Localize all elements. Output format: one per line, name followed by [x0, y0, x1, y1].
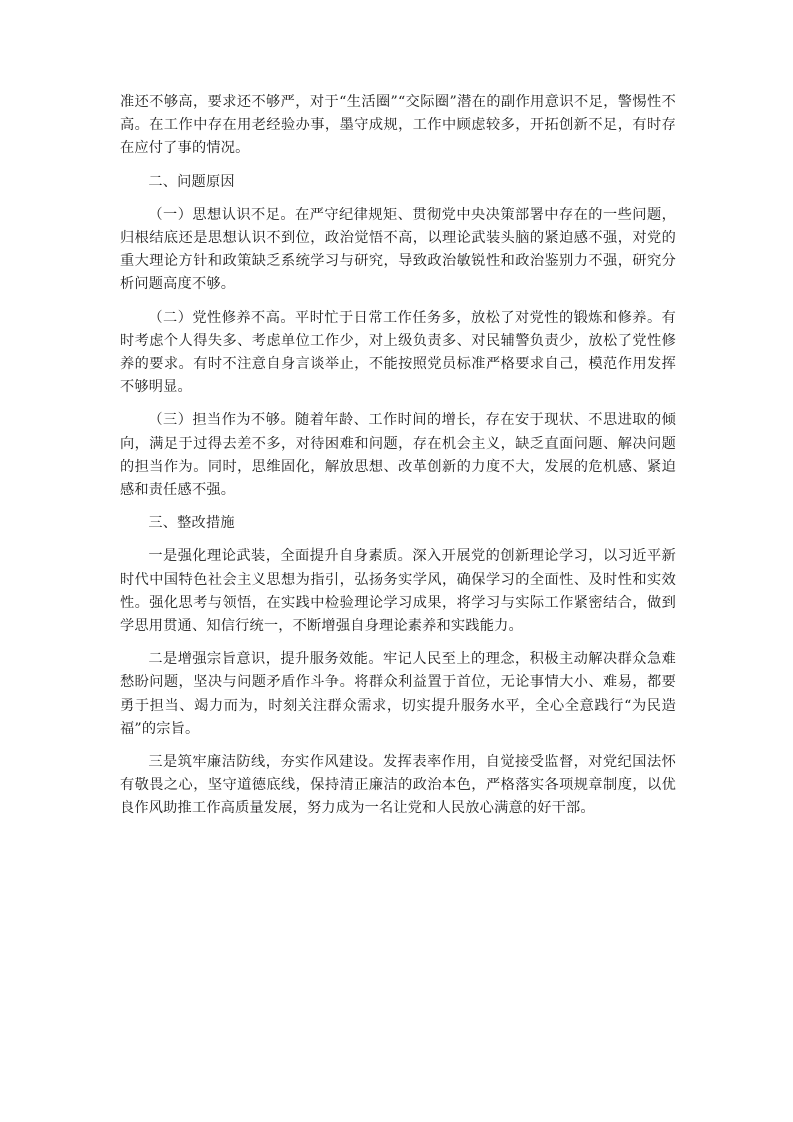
intro-continuation-paragraph: 准还不够高，要求还不够严，对于“生活圈”“交际圈”潜在的副作用意识不足，警惕性不高。在工作中存在用老经验办事，墨守成规，工作中顾虑较多，开拓创新不足，有时存在应付了事的情况。 — [120, 94, 676, 157]
cause-paragraph-3: （三）担当作为不够。随着年龄、工作时间的增长，存在安于现状、不思进取的倾向，满足于过得去差不多，对待困难和问题，存在机会主义，缺乏直面问题、解决问题的担当作为。同时，思维固化，解放思想、改革创新的力度不大，发展的危机感、紧迫感和责任感不强。 — [120, 412, 676, 499]
measure-paragraph-3: 三是筑牢廉洁防线，夯实作风建设。发挥表率作用，自觉接受监督，对党纪国法怀有敬畏之心，坚守道德底线，保持清正廉洁的政治本色，严格落实各项规章制度，以优良作风助推工作高质量发展，努力成为一名让党和人民放心满意的好干部。 — [120, 754, 676, 817]
measure-paragraph-2: 二是增强宗旨意识，提升服务效能。牢记人民至上的理念，积极主动解决群众急难愁盼问题，坚决与问题矛盾作斗争。将群众利益置于首位，无论事情大小、难易，都要勇于担当、竭力而为，时刻关注群众需求，切实提升服务水平，全心全意践行“为民造福”的宗旨。 — [120, 651, 676, 737]
section-heading-problem-causes: 二、问题原因 — [148, 173, 235, 190]
section-heading-rectification-measures: 三、整改措施 — [148, 515, 235, 532]
cause-paragraph-2: （二）党性修养不高。平时忙于日常工作任务多，放松了对党性的锻炼和修养。有时考虑个人得失多、考虑单位工作少，对上级负责多、对民辅警负责少，放松了党性修养的要求。有时不注意自身言谈举止，不能按照党员标准严格要求自己，模范作用发挥不够明显。 — [120, 309, 676, 396]
measure-paragraph-1: 一是强化理论武装，全面提升自身素质。深入开展党的创新理论学习，以习近平新时代中国特色社会主义思想为指引，弘扬务实学风，确保学习的全面性、及时性和实效性。强化思考与领悟，在实践中检验理论学习成果，将学习与实际工作紧密结合，做到学思用贯通、知信行统一，不断增强自身理论素养和实践能力。 — [120, 548, 676, 635]
document-body — [120, 91, 676, 831]
cause-paragraph-1: （一）思想认识不足。在严守纪律规矩、贯彻党中央决策部署中存在的一些问题，归根结底还是思想认识不到位，政治觉悟不高，以理论武装头脑的紧迫感不强，对党的重大理论方针和政策缺乏系统学习与研究，导致政治敏锐性和政治鉴别力不强，研究分析问题高度不够。 — [120, 206, 676, 293]
